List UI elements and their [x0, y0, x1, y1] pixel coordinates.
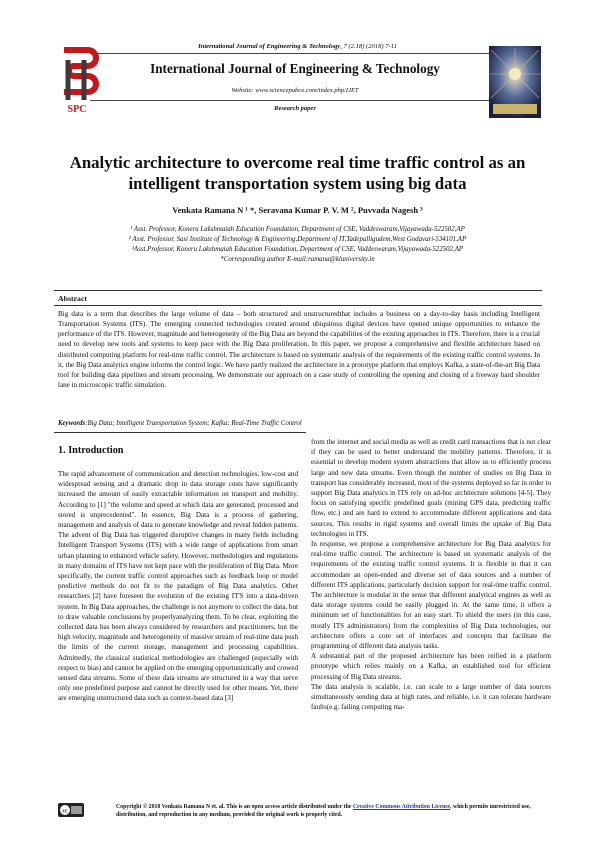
section-heading-introduction: 1. Introduction: [58, 445, 124, 456]
journal-cover-image: [489, 46, 541, 118]
copyright-notice: [116, 803, 546, 819]
journal-title: International Journal of Engineering & Technology: [150, 61, 440, 76]
affiliation-3: ³Asst.Professor, Koneru Lakshmaiah Education Foundation, Department of CSE, Vaddeswaram,Vijayawada-522502,AP: [131, 246, 464, 253]
copyright-text-before: Copyright © 2018 Venkata Ramana N et. al. This is an open access article distributed under the: [116, 804, 353, 810]
abstract-rule-top: [54, 290, 542, 291]
body-paragraph: The data analysis is scalable, i.e. can scale to a large number of data sources simultaneously sending data at high rates, and reliable, i.e. it can tolerate hardware faults(e.g. failing computing ma-: [311, 682, 551, 712]
journal-website[interactable]: Website: www.sciencepubco.com/index.php/IJET: [231, 87, 359, 94]
keywords: [58, 420, 540, 427]
author-list: Venkata Ramana N ¹ *, Seravana Kumar P. V. M ², Puvvada Nagesh ³: [172, 205, 423, 215]
keywords-label: Keywords: [58, 420, 86, 427]
corresponding-author: *Corresponding author E-mail:ramana@kluniversity.in: [220, 256, 375, 263]
affiliation-1: ¹ Asst. Professor, Koneru Lakshmaiah Education Foundation, Department of CSE, Vaddeswaram,Vijayawada-522502,AP: [130, 226, 465, 233]
abstract-rule-bottom: [54, 432, 306, 433]
creative-commons-icon: [58, 803, 84, 817]
left-column: [58, 469, 298, 704]
body-paragraph: In response, we propose a comprehensive architecture for Big Data analytics for real-time traffic control. The architecture is based on systematic analysis of the requirements of the existing traffic control systems. It is flexible in that it can accommodate an open-ended and diverse set of data sources and a number of different ITS applications, particularly decision support for real-time traffic control. The architecture is modular in the sense that different analytical engines as well as data storage systems could be easily plugged in. At the same time, it offers a minimum set of functionalities for an easy start. To shield the users (in this case, mostly ITS administrators) from the complexities of Big Data technologies, our architecture offers a core set of interfaces and concepts that facilitate the programming of different data analysis tasks.: [311, 540, 551, 651]
abstract-heading-rule: [54, 305, 542, 306]
right-column: [311, 437, 551, 712]
running-header-volume: , 7 (2.18) (2018) 7-11: [340, 43, 397, 50]
license-link[interactable]: Creative Commons Attribution License: [352, 804, 451, 810]
paper-type: Research paper: [274, 105, 316, 112]
paper-title: [40, 152, 555, 194]
header-rule-top: [90, 53, 510, 54]
running-header-journal: International Journal of Engineering & Technology: [198, 43, 341, 50]
publisher-logo-text: SPC: [67, 104, 87, 115]
body-paragraph: from the internet and social media as well as credit card transactions that is not clear if they can be used to better understand the mobility patterns. Therefore, it is essential to develop modern system abstractions that allow us to efficiently process large and new data streams. Even though the number of studies on Big Data in transport has considerably increased, most of the systems deployed so far in order to support Big Data analytics in ITS rely on ad-hoc architecture solutions [4-5]. They focus on satisfying specific predefined goals (mining GPS data, predicting traffic flow, etc.) and are hard to extend to accommodate different applications and data sources. This results in rigid systems and overall limits the uptake of Big Data technologies in ITS.: [311, 438, 551, 538]
abstract-heading: Abstract: [58, 294, 88, 303]
paper-title-line-2: intelligent transportation system using big data: [128, 174, 467, 193]
abstract-text: Big data is a term that describes the large volume of data – both structured and unstructuredthat includes a business on a day-to-day basis including Intelligent Transportation Systems (ITS). The emerging connected technologies created around ubiquitous digital devices have opened unique opportunities to enhance the performance of the ITS. However, magnitude and heterogeneity of the Big Data are beyond the capabilities of the existing approaches in ITS. Therefore, there is a crucial need to develop new tools and systems to keep pace with the Big Data proliferation. In this paper, we propose a comprehensive and flexible architecture based on distributed computing platform for real-time traffic control. The architecture is based on systematic analysis of the requirements of the existing traffic control systems. In it, the Big Data analytics engine informs the control logic. We have partly realized the architecture in a prototype platform that employs Kafka, a state-of-the-art Big Data tool for building data pipelines and stream processing. We demonstrate our approach on a case study of controlling the opening and closing of a freeway hard shoulder lane in microscopic traffic simulation.: [58, 310, 540, 390]
header-rule-bottom: [90, 100, 510, 101]
body-paragraph: The rapid advancement of communication and detection technologies, low-cost and widespread sensing and a dramatic drop in data storage costs have significantly increased the amount of easily extractable information on transport and mobility. According to [1] "the volume and speed at which data are generated, processed and stored is unprecedented". In essence, Big Data is a process of gathering, management and analysis of data to generate knowledge and reveal hidden patterns. The advent of Big Data has triggered disruptive changes in many fields including Intelligent Transport Systems (ITS) with a wide range of applications from smart urban planning to enhanced vehicle safety. However, methodologies and regulations in many domains of ITS have not kept pace with the proliferation of Big Data. More specifically, the current traffic control approaches such as feedback loop or model predictive methods do not fit to the paradigm of Big Data analytics. Other researchers [2] have foreseen the evolution of the existing IT'S into a data-driven system. In Big Data approaches, the challenge is not anymore to collect the data, but to draw valuable conclusions by properlyanalyzing them. To be clear, exploiting the collected data has been always considered by researchers and practitioners, but the high velocity, magnitude and heterogeneity of massive stream of real-time data push the limits of the current storage, management and processing capabilities. Admittedly, the classical statistical methodologies are challenged (especially with respect to bias) and cannot be applied on the emerging opportunistically and crowed sensed data streams. Some of these data streams are structured in a way that serve only one predefined purpose and cannot be directly used for other means. Yet, there are emerging unstructured data such as context-based data [3]: [58, 470, 298, 703]
paper-title-line-1: Analytic architecture to overcome real time traffic control as an: [69, 153, 526, 172]
keywords-list: :Big Data; Intelligent Transportation System; Kafka; Real-Time Traffic Control: [85, 420, 302, 427]
copyright-text-after: , which permits unrestricted use, distribution, and reproduction in any medium, provided the original work is properly cited.: [116, 804, 531, 819]
publisher-logo: [54, 46, 100, 116]
body-paragraph: A substantial part of the proposed architecture has been reified in a platform prototype which relies mainly on a Kafka, an established tool for efficient processing of Big Data streams.: [311, 652, 551, 681]
cc-icon-text: cc: [62, 808, 68, 815]
affiliation-2: ² Asst. Professor, Sasi Institute of Technology & Engineering,Department of IT,Tadepalligudem,West Godavari-534101,AP: [128, 236, 467, 243]
